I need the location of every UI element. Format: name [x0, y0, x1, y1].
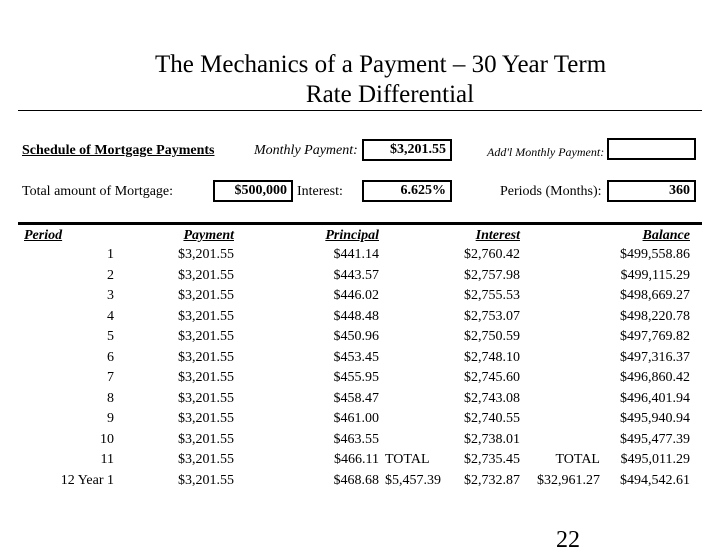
cell-total-1: [379, 430, 450, 451]
cell-total-1: [379, 368, 450, 389]
cell-balance: $497,769.82: [620, 329, 690, 345]
cell-principal: $453.45: [333, 349, 379, 365]
periods-label: Periods (Months):: [500, 184, 602, 199]
interest-value: 6.625%: [362, 180, 452, 202]
table-header-row: [24, 227, 690, 245]
cell-total-1: TOTAL: [385, 452, 430, 468]
cell-balance: $499,115.29: [620, 267, 690, 283]
cell-balance: $499,558.86: [620, 247, 690, 263]
cell-payment: $3,201.55: [178, 308, 234, 324]
cell-principal: $443.57: [333, 267, 379, 283]
table-row: [24, 286, 690, 307]
cell-payment: $3,201.55: [178, 349, 234, 365]
cell-principal: $466.11: [334, 452, 379, 468]
cell-total-1: [379, 348, 450, 369]
cell-period: 9: [107, 411, 114, 427]
cell-balance: $495,011.29: [620, 452, 690, 468]
cell-payment: $3,201.55: [178, 247, 234, 263]
cell-total-1: [379, 307, 450, 328]
cell-total-2: [520, 409, 600, 430]
table-row: [24, 348, 690, 369]
cell-principal: $450.96: [333, 329, 379, 345]
cell-period: 7: [107, 370, 114, 386]
table-row: [24, 307, 690, 328]
cell-balance: $497,316.37: [620, 349, 690, 365]
col-header-balance: Balance: [642, 228, 690, 243]
cell-interest: $2,760.42: [464, 247, 520, 263]
cell-interest: $2,732.87: [464, 472, 520, 488]
cell-total-2: [520, 430, 600, 451]
monthly-payment-value: $3,201.55: [362, 139, 452, 161]
table-row: [24, 389, 690, 410]
cell-principal: $461.00: [333, 411, 379, 427]
cell-period: 2: [107, 267, 114, 283]
schedule-label: Schedule of Mortgage Payments: [22, 143, 215, 158]
cell-interest: $2,748.10: [464, 349, 520, 365]
cell-interest: $2,757.98: [464, 267, 520, 283]
cell-total-1: $5,457.39: [385, 472, 441, 488]
col-header-period: Period: [24, 228, 63, 243]
cell-principal: $448.48: [333, 308, 379, 324]
cell-interest: $2,753.07: [464, 308, 520, 324]
cell-total-2: TOTAL: [555, 452, 600, 468]
cell-period: 5: [107, 329, 114, 345]
cell-interest: $2,740.55: [464, 411, 520, 427]
cell-balance: $496,860.42: [620, 370, 690, 386]
col-header-principal: Principal: [325, 228, 379, 243]
cell-principal: $458.47: [333, 390, 379, 406]
table-row: [24, 327, 690, 348]
cell-total-1: [379, 409, 450, 430]
cell-payment: $3,201.55: [178, 288, 234, 304]
cell-period: 4: [107, 308, 114, 324]
title-divider: [18, 110, 702, 111]
cell-total-1: [379, 327, 450, 348]
cell-total-1: [379, 266, 450, 287]
addl-payment-field: [607, 138, 696, 160]
cell-principal: $441.14: [333, 247, 379, 263]
cell-interest: $2,735.45: [464, 452, 520, 468]
cell-balance: $495,940.94: [620, 411, 690, 427]
table-row: [24, 245, 690, 266]
cell-total-2: [520, 266, 600, 287]
addl-payment-label: Add'l Monthly Payment:: [487, 145, 605, 159]
total-mortgage-label: Total amount of Mortgage:: [22, 184, 174, 199]
cell-total-2: [520, 389, 600, 410]
cell-payment: $3,201.55: [178, 370, 234, 386]
cell-balance: $496,401.94: [620, 390, 690, 406]
periods-value: 360: [607, 180, 696, 202]
cell-total-2: [520, 245, 600, 266]
page-number: 22: [556, 527, 580, 553]
cell-interest: $2,755.53: [464, 288, 520, 304]
title-line-2: Rate Differential: [305, 81, 475, 108]
payment-schedule-table: [24, 227, 690, 491]
col-header-interest: Interest: [475, 228, 520, 243]
table-divider: [18, 222, 702, 225]
cell-interest: $2,743.08: [464, 390, 520, 406]
cell-balance: $494,542.61: [620, 472, 690, 488]
cell-principal: $446.02: [333, 288, 379, 304]
cell-balance: $495,477.39: [620, 431, 690, 447]
cell-payment: $3,201.55: [178, 472, 234, 488]
table-row: [24, 450, 690, 471]
cell-balance: $498,669.27: [620, 288, 690, 304]
cell-payment: $3,201.55: [178, 329, 234, 345]
cell-interest: $2,738.01: [464, 431, 520, 447]
cell-payment: $3,201.55: [178, 431, 234, 447]
monthly-payment-label: Monthly Payment:: [254, 143, 358, 158]
total-mortgage-value: $500,000: [213, 180, 293, 202]
cell-interest: $2,745.60: [464, 370, 520, 386]
cell-total-2: [520, 286, 600, 307]
cell-payment: $3,201.55: [178, 390, 234, 406]
cell-payment: $3,201.55: [178, 452, 234, 468]
col-header-payment: Payment: [183, 228, 234, 243]
cell-period: 10: [100, 431, 114, 447]
slide-title: [0, 50, 720, 110]
cell-total-1: [379, 286, 450, 307]
cell-period: 1: [107, 247, 114, 263]
table-row: [24, 266, 690, 287]
cell-total-2: [520, 368, 600, 389]
cell-balance: $498,220.78: [620, 308, 690, 324]
table-row: [24, 471, 690, 492]
cell-total-2: [520, 327, 600, 348]
cell-total-2: [520, 348, 600, 369]
table-row: [24, 409, 690, 430]
cell-interest: $2,750.59: [464, 329, 520, 345]
cell-period: 6: [107, 349, 114, 365]
cell-period: 8: [107, 390, 114, 406]
cell-total-1: [379, 245, 450, 266]
table-row: [24, 368, 690, 389]
interest-label: Interest:: [297, 184, 343, 199]
cell-principal: $468.68: [333, 472, 379, 488]
cell-payment: $3,201.55: [178, 267, 234, 283]
cell-payment: $3,201.55: [178, 411, 234, 427]
cell-principal: $463.55: [333, 431, 379, 447]
title-line-1: The Mechanics of a Payment – 30 Year Term: [155, 51, 607, 78]
cell-total-1: [379, 389, 450, 410]
cell-total-2: [520, 307, 600, 328]
cell-total-2: $32,961.27: [537, 472, 600, 488]
cell-period: 12 Year 1: [60, 472, 114, 488]
cell-period: 3: [107, 288, 114, 304]
table-row: [24, 430, 690, 451]
cell-principal: $455.95: [333, 370, 379, 386]
cell-period: 11: [100, 452, 114, 468]
